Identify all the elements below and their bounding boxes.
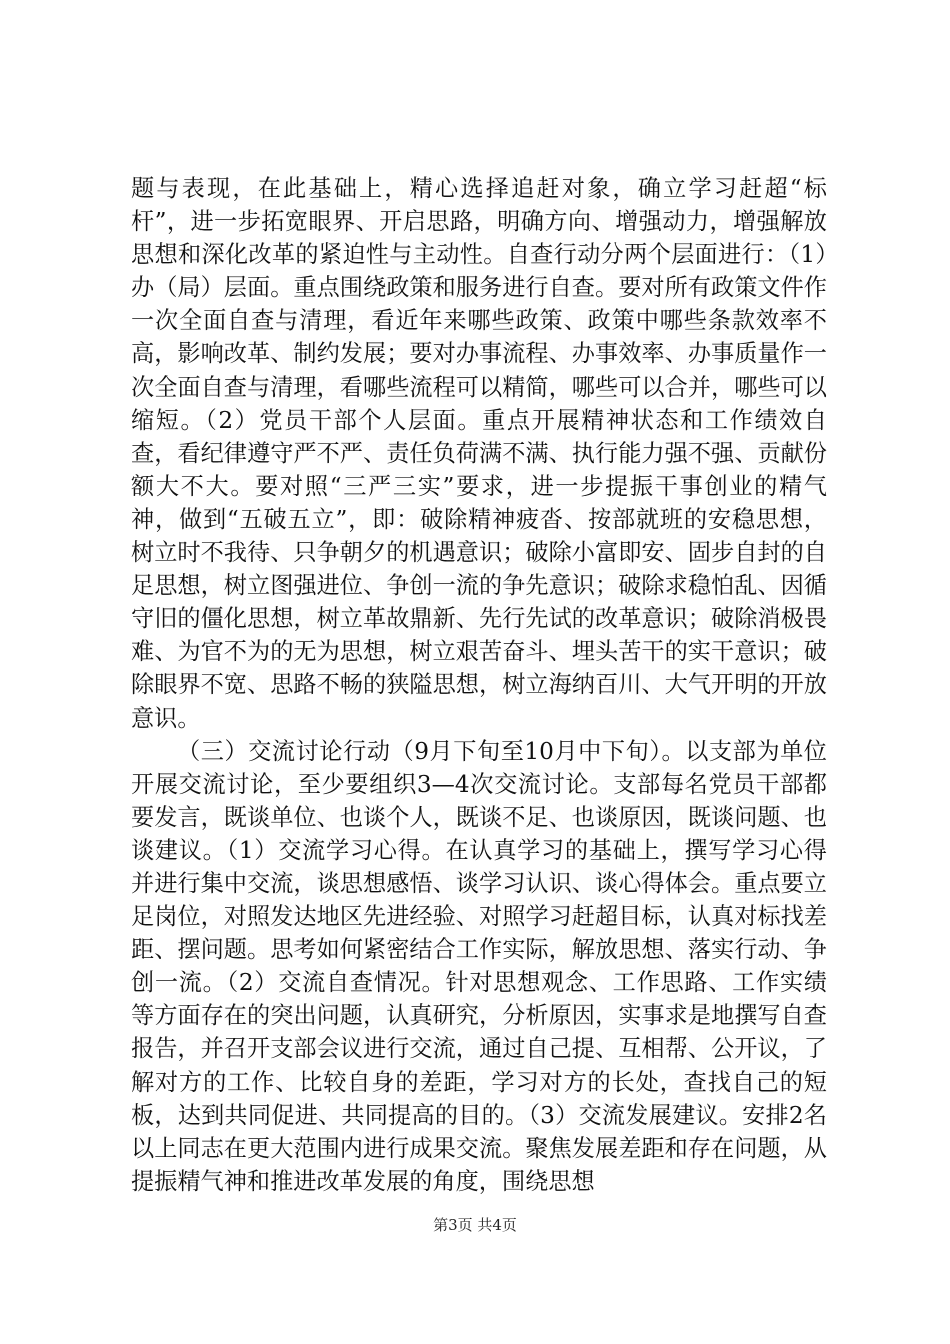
- document-body: [131, 172, 827, 1198]
- page-footer-number: 第3页 共4页: [433, 1216, 517, 1234]
- paragraph-self-inspection: 题与表现，在此基础上，精心选择追赶对象，确立学习赶超“标杆”，进一步拓宽眼界、开启思路，明确方向、增强动力，增强解放思想和深化改革的紧迫性与主动性。自查行动分两个层面进行：（1）办（局）层面。重点围绕政策和服务进行自查。要对所有政策文件作一次全面自查与清理，看近年来哪些政策、政策中哪些条款效率不高，影响改革、制约发展；要对办事流程、办事效率、办事质量作一次全面自查与清理，看哪些流程可以精简，哪些可以合并，哪些可以缩短。（2）党员干部个人层面。重点开展精神状态和工作绩效自查，看纪律遵守严不严、责任负荷满不满、执行能力强不强、贡献份额大不大。要对照“三严三实”要求，进一步提振干事创业的精气神，做到“五破五立”，即：破除精神疲沓、按部就班的安稳思想，树立时不我待、只争朝夕的机遇意识；破除小富即安、固步自封的自足思想，树立图强进位、争创一流的争先意识；破除求稳怕乱、因循守旧的僵化思想，树立革故鼎新、先行先试的改革意识；破除消极畏难、为官不为的无为思想，树立艰苦奋斗、埋头苦干的实干意识；破除眼界不宽、思路不畅的狭隘思想，树立海纳百川、大气开明的开放意识。: [131, 175, 827, 732]
- paragraph-exchange-discussion: （三）交流讨论行动（9月下旬至10月中下旬）。以支部为单位开展交流讨论，至少要组织3—4次交流讨论。支部每名党员干部都要发言，既谈单位、也谈个人，既谈不足、也谈原因，既谈问题、也谈建议。（1）交流学习心得。在认真学习的基础上，撰写学习心得并进行集中交流，谈思想感悟、谈学习认识、谈心得体会。重点要立足岗位，对照发达地区先进经验、对照学习赶超目标，认真对标找差距、摆问题。思考如何紧密结合工作实际，解放思想、落实行动、争创一流。（2）交流自查情况。针对思想观念、工作思路、工作实绩等方面存在的突出问题，认真研究，分析原因，实事求是地撰写自查报告，并召开支部会议进行交流，通过自己提、互相帮、公开议，了解对方的工作、比较自身的差距，学习对方的长处，查找自己的短板，达到共同促进、共同提高的目的。（3）交流发展建议。安排2名以上同志在更大范围内进行成果交流。聚焦发展差距和存在问题，从提振精气神和推进改革发展的角度，围绕思想: [131, 737, 827, 1195]
